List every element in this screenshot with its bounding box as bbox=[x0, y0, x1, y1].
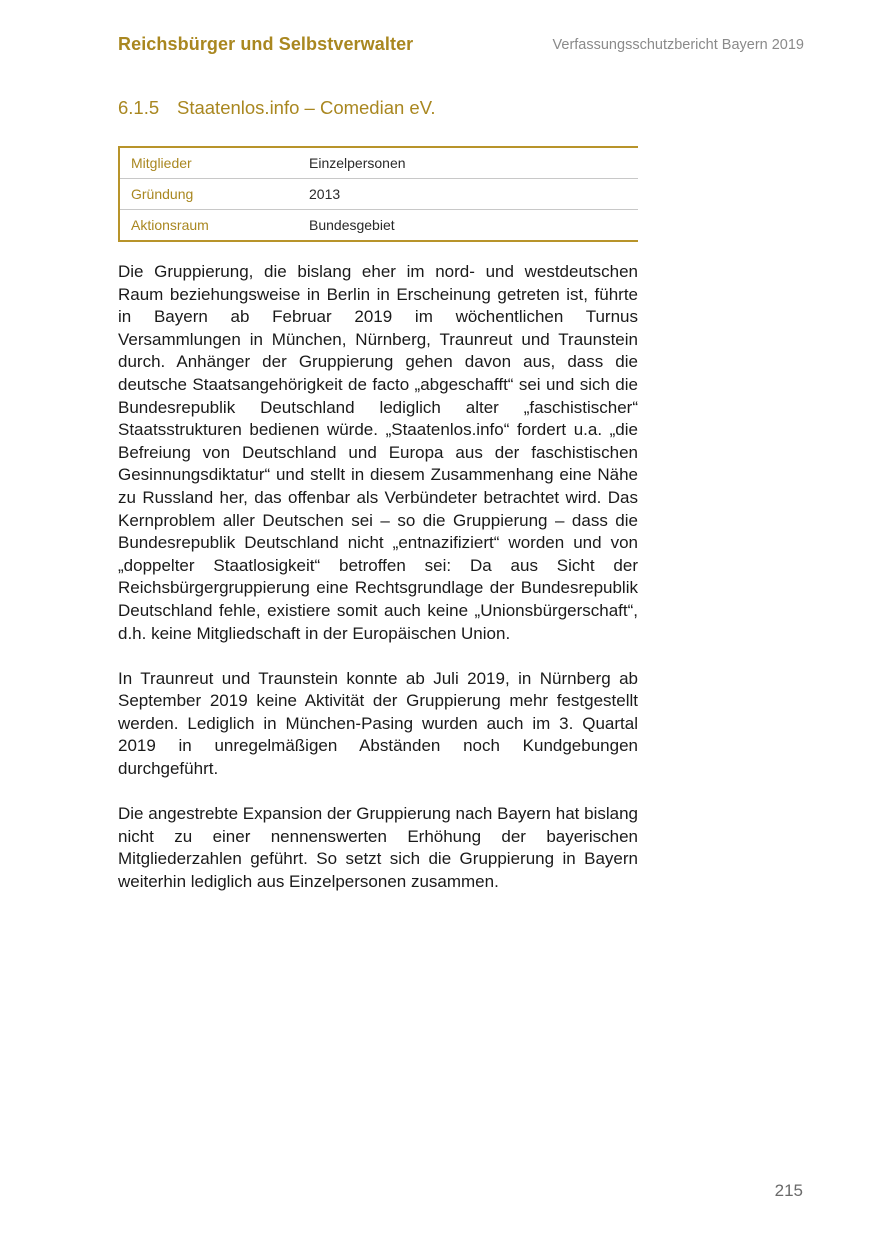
paragraph: Die Gruppierung, die bislang eher im nord- und westdeutschen Raum beziehungsweise in Berlin in Erscheinung getreten ist, führte in Bayern ab Februar 2019 im wöchentlichen Turnus Versammlungen in München, Nürnberg, Traunreut und Traunstein durch. Anhänger der Gruppierung gehen davon aus, dass die deutsche Staatsangehörigkeit de facto „abgeschafft“ sei und sich die Bundesrepublik Deutschland lediglich alter „faschistischer“ Staatsstrukturen bedienen würde. „Staatenlos.info“ fordert u.a. „die Befreiung von Deutschland und Europa aus der faschistischen Gesinnungsdiktatur“ und stellt in diesem Zusammenhang eine Nähe zu Russland her, das offenbar als Verbündeter betrachtet wird. Das Kernproblem aller Deutschen sei – so die Gruppierung – dass die Bundesrepublik Deutschland nicht „entnazifiziert“ worden und von „doppelter Staatlosigkeit“ betroffen sei: Da aus Sicht der Reichsbürgergruppierung eine Rechtsgrundlage der Bundesrepublik Deutschland fehle, existiere somit auch keine „Unionsbürgerschaft“, d.h. keine Mitgliedschaft in der Europäischen Union. bbox=[118, 262, 638, 643]
fact-value: 2013 bbox=[298, 179, 638, 210]
chapter-running-head: Reichsbürger und Selbstverwalter bbox=[118, 34, 414, 54]
paragraph: Die angestrebte Expansion der Gruppierung nach Bayern hat bislang nicht zu einer nennenswerten Erhöhung der bayerischen Mitgliederzahlen geführt. So setzt sich die Gruppierung in Bayern weiterhin lediglich aus Einzelpersonen zusammen. bbox=[118, 804, 638, 892]
fact-table bbox=[118, 146, 638, 242]
section-title: Staatenlos.info – Comedian eV. bbox=[177, 97, 436, 118]
fact-value: Bundesgebiet bbox=[298, 210, 638, 242]
paragraph: In Traunreut und Traunstein konnte ab Juli 2019, in Nürnberg ab September 2019 keine Aktivität der Gruppierung mehr festgestellt werden. Lediglich in München-Pasing wurden auch im 3. Quartal 2019 in unregelmäßigen Abständen noch Kundgebungen durchgeführt. bbox=[118, 668, 638, 779]
section-number: 6.1.5 bbox=[118, 97, 160, 118]
page-number: 215 bbox=[774, 1181, 803, 1200]
fact-row-gruendung bbox=[119, 179, 638, 210]
section-heading bbox=[118, 97, 436, 119]
publication-running-head: Verfassungsschutzbericht Bayern 2019 bbox=[552, 37, 804, 53]
fact-value: Einzelpersonen bbox=[309, 155, 406, 171]
fact-label: Mitglieder bbox=[131, 155, 192, 171]
fact-row-mitglieder bbox=[119, 147, 638, 179]
fact-row-aktionsraum bbox=[119, 210, 638, 242]
body-text bbox=[118, 261, 638, 916]
fact-label: Gründung bbox=[119, 179, 298, 210]
fact-label: Aktionsraum bbox=[119, 210, 298, 242]
